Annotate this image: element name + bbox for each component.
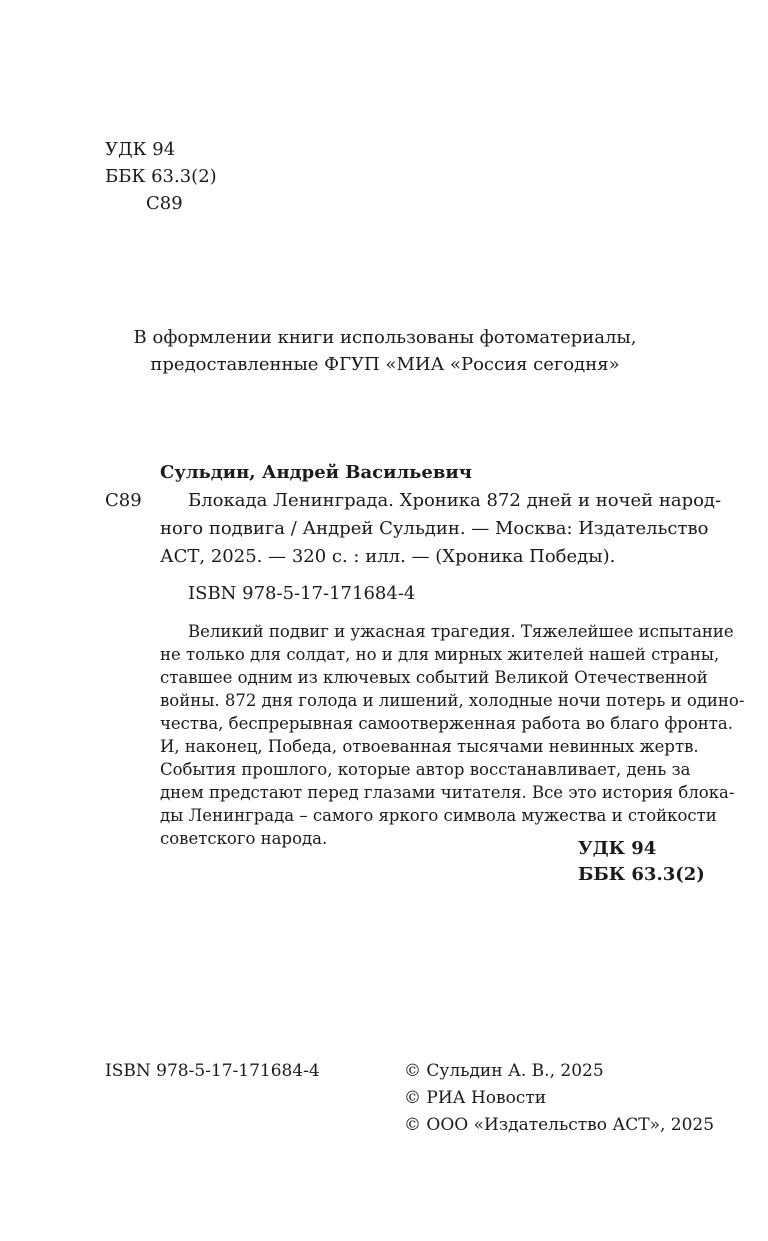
footer-isbn: ISBN 978-5-17-171684-4 [105, 1061, 320, 1081]
annotation-line: днем предстают перед глазами читателя. Все это история блока- [160, 783, 735, 802]
author-mark: С89 [105, 490, 142, 511]
isbn-record: ISBN 978-5-17-171684-4 [188, 583, 416, 604]
photo-credit-line-2: предоставленные ФГУП «МИА «Россия сегодня» [150, 354, 620, 375]
copyright-line: © РИА Новости [404, 1088, 547, 1108]
annotation-line: События прошлого, которые автор восстанавливает, день за [160, 760, 691, 779]
classification-udk: УДК 94 [578, 838, 657, 859]
annotation-line: Великий подвиг и ужасная трагедия. Тяжелейшее испытание [188, 622, 734, 641]
photo-credit-line-1: В оформлении книги использованы фотоматериалы, [133, 327, 637, 348]
annotation-line: ды Ленинграда – самого яркого символа мужества и стойкости [160, 806, 717, 825]
author-heading: Сульдин, Андрей Васильевич [160, 462, 472, 483]
classification-bbk: ББК 63.3(2) [578, 864, 705, 885]
annotation-line: чества, беспрерывная самоотверженная работа во благо фронта. [160, 714, 733, 733]
annotation-line: не только для солдат, но и для мирных жителей нашей страны, [160, 645, 720, 664]
udk-code: УДК 94 [105, 139, 176, 160]
copyright-line: © Сульдин А. В., 2025 [404, 1061, 604, 1081]
title-line-3: АСТ, 2025. — 320 с. : илл. — (Хроника Победы). [160, 546, 616, 567]
annotation-line: советского народа. [160, 829, 328, 848]
bbk-code: ББК 63.3(2) [105, 166, 217, 187]
copyright-line: © ООО «Издательство АСТ», 2025 [404, 1115, 715, 1135]
annotation-line: И, наконец, Победа, отвоеванная тысячами невинных жертв. [160, 737, 699, 756]
title-line-2: ного подвига / Андрей Сульдин. — Москва: Издательство [160, 518, 709, 539]
title-line-1: Блокада Ленинграда. Хроника 872 дней и ночей народ- [188, 490, 722, 511]
annotation-line: ставшее одним из ключевых событий Великой Отечественной [160, 668, 708, 687]
author-mark-code: С89 [146, 193, 183, 214]
annotation-line: войны. 872 дня голода и лишений, холодные ночи потерь и одино- [160, 691, 745, 710]
